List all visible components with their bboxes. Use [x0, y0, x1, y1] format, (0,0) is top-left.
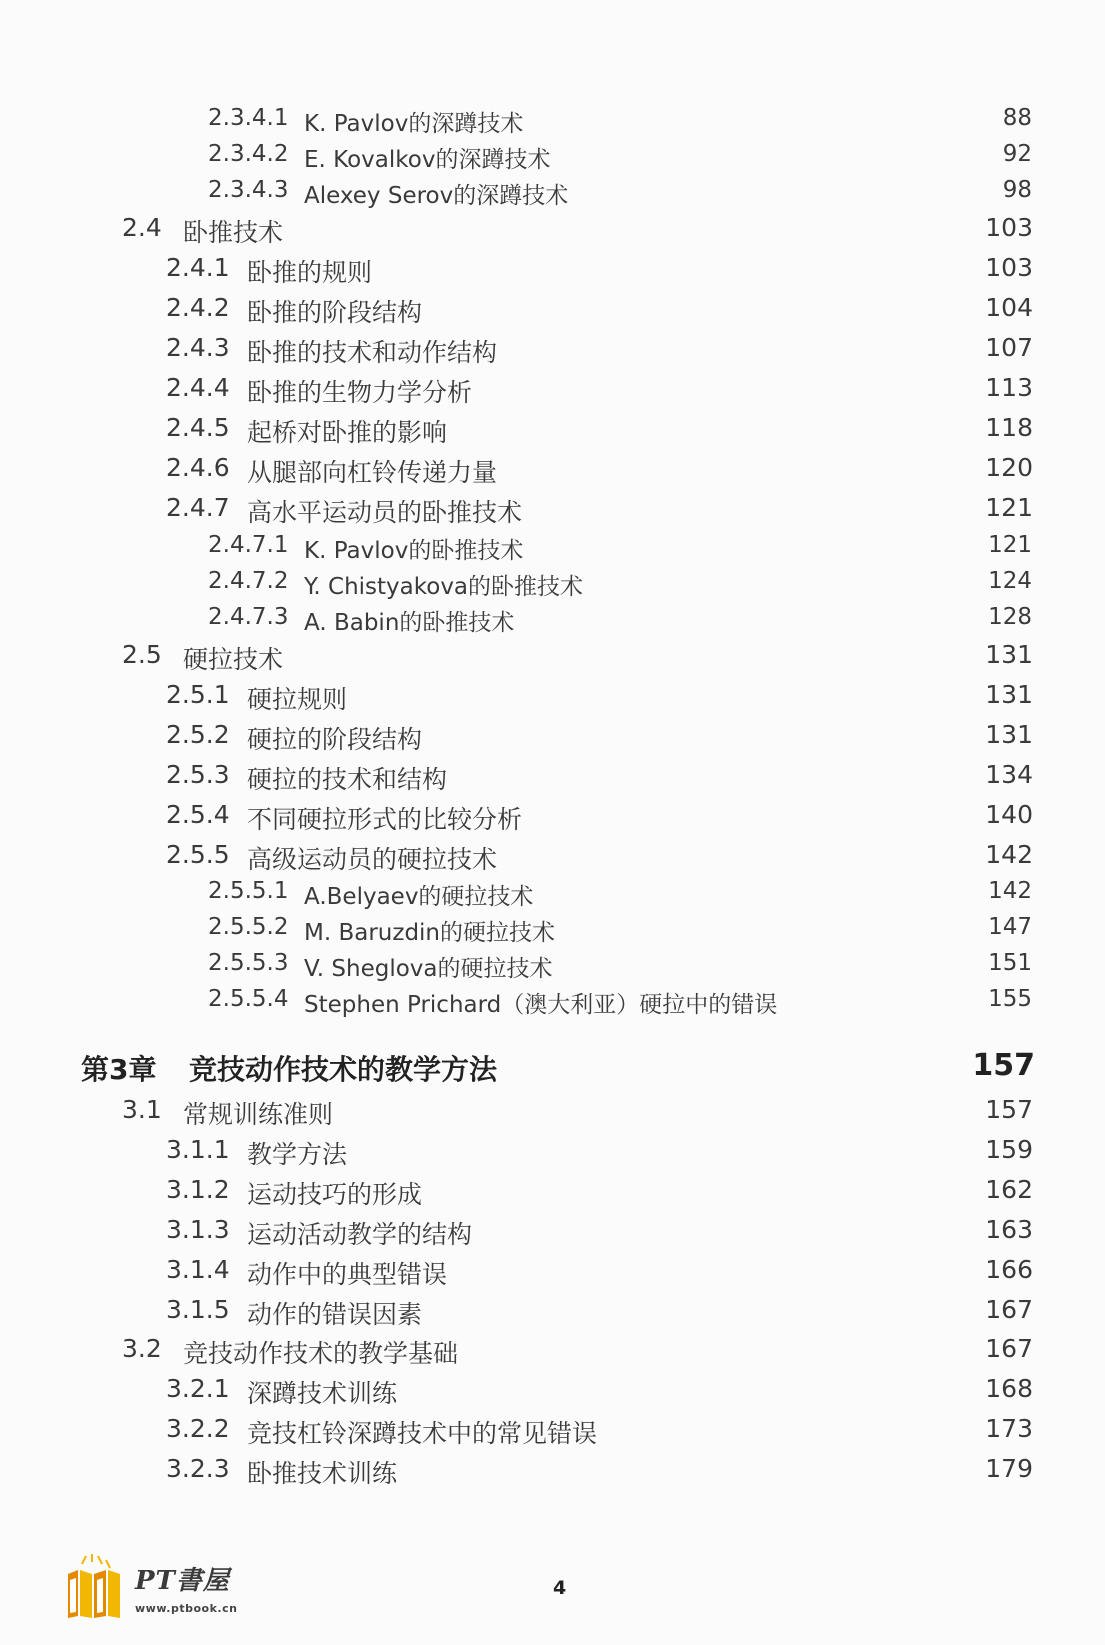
toc-title: 深蹲技术训练 — [247, 1379, 398, 1408]
toc-page-number: 151 — [988, 950, 1032, 976]
toc-page-number: 147 — [988, 914, 1032, 940]
toc-title: 卧推技术训练 — [247, 1459, 398, 1488]
toc-number: 3.1.3 — [166, 1215, 230, 1244]
toc-number: 3.2.2 — [166, 1414, 230, 1443]
toc-number: 2.5.5.3 — [208, 950, 289, 976]
toc-title: 卧推的阶段结构 — [247, 298, 423, 327]
toc-number: 2.5.5 — [166, 840, 230, 869]
toc-title: Alexey Serov的深蹲技术 — [304, 183, 569, 209]
toc-row — [0, 680, 1105, 720]
toc-row — [0, 604, 1105, 644]
toc-number: 2.4.4 — [166, 373, 230, 402]
toc-row — [0, 453, 1105, 493]
toc-number: 2.5.1 — [166, 680, 230, 709]
toc-page-number: 92 — [1002, 141, 1032, 167]
toc-row — [0, 1135, 1105, 1175]
toc-number: 2.4.7.3 — [208, 604, 289, 630]
toc-number: 2.4.7 — [166, 493, 230, 522]
toc-row — [0, 760, 1105, 800]
toc-row — [0, 493, 1105, 533]
toc-number: 2.3.4.1 — [208, 105, 289, 131]
toc-title: A.Belyaev的硬拉技术 — [304, 884, 534, 910]
toc-page-number: 167 — [985, 1334, 1033, 1363]
toc-page-number: 121 — [988, 532, 1032, 558]
toc-page-number: 113 — [985, 373, 1033, 402]
toc-title: 卧推技术 — [183, 218, 284, 247]
toc-number: 2.4.5 — [166, 413, 230, 442]
toc-title: K. Pavlov的卧推技术 — [304, 538, 524, 564]
toc-title: 教学方法 — [247, 1140, 348, 1169]
toc-title: 不同硬拉形式的比较分析 — [247, 805, 523, 834]
toc-row — [0, 1454, 1105, 1494]
toc-page-number: 173 — [985, 1414, 1033, 1443]
toc-number: 3.2 — [122, 1334, 162, 1363]
toc-title: 竞技杠铃深蹲技术中的常见错误 — [247, 1419, 598, 1448]
toc-number: 2.5.5.4 — [208, 986, 289, 1012]
toc-page-number: 167 — [985, 1295, 1033, 1324]
toc-row — [0, 1414, 1105, 1454]
toc-page-number: 179 — [985, 1454, 1033, 1483]
toc-title: A. Babin的卧推技术 — [304, 610, 515, 636]
logo-url: www.ptbook.cn — [135, 1602, 238, 1615]
toc-row — [0, 720, 1105, 760]
toc-number: 2.3.4.2 — [208, 141, 289, 167]
toc-row — [0, 1175, 1105, 1215]
toc-row — [0, 293, 1105, 333]
toc-number: 3.1.1 — [166, 1135, 230, 1164]
toc-title: 高级运动员的硬拉技术 — [247, 845, 498, 874]
toc-page-number: 142 — [985, 840, 1033, 869]
toc-title: E. Kovalkov的深蹲技术 — [304, 147, 551, 173]
toc-page-number: 155 — [988, 986, 1032, 1012]
toc-number: 2.5.3 — [166, 760, 230, 789]
toc-number: 2.5 — [122, 640, 162, 669]
toc-title: Stephen Prichard（澳大利亚）硬拉中的错误 — [304, 992, 778, 1018]
toc-row — [0, 532, 1105, 572]
toc-title: 运动活动教学的结构 — [247, 1220, 473, 1249]
toc-row — [0, 213, 1105, 253]
toc-page-number: 134 — [985, 760, 1033, 789]
toc-page-number: 107 — [985, 333, 1033, 362]
toc-page-number: 159 — [985, 1135, 1033, 1164]
toc-row — [0, 253, 1105, 293]
toc-row — [0, 1334, 1105, 1374]
toc-page-number: 121 — [985, 493, 1033, 522]
toc-number: 2.4.6 — [166, 453, 230, 482]
toc-row — [0, 413, 1105, 453]
toc-page-number: 118 — [985, 413, 1033, 442]
toc-title: 动作的错误因素 — [247, 1300, 423, 1329]
toc-title: 硬拉技术 — [183, 645, 284, 674]
toc-page-number: 131 — [985, 640, 1033, 669]
toc-page-number: 142 — [988, 878, 1032, 904]
toc-title: 卧推的生物力学分析 — [247, 378, 473, 407]
toc-number: 第3章 — [81, 1053, 157, 1086]
toc-row — [0, 950, 1105, 990]
toc-title: 硬拉的技术和结构 — [247, 765, 448, 794]
toc-row — [0, 840, 1105, 880]
toc-title: 硬拉的阶段结构 — [247, 725, 423, 754]
toc-number: 3.1.4 — [166, 1255, 230, 1284]
toc-number: 3.1.5 — [166, 1295, 230, 1324]
toc-number: 2.5.4 — [166, 800, 230, 829]
toc-title: V. Sheglova的硬拉技术 — [304, 956, 553, 982]
toc-title: 硬拉规则 — [247, 685, 348, 714]
toc-row — [0, 177, 1105, 217]
toc-row — [0, 141, 1105, 181]
toc-number: 2.5.5.1 — [208, 878, 289, 904]
toc-row — [0, 1255, 1105, 1295]
toc-page-number: 157 — [985, 1095, 1033, 1124]
toc-page-number: 157 — [972, 1048, 1035, 1083]
toc-page-number: 131 — [985, 720, 1033, 749]
toc-page-number: 163 — [985, 1215, 1033, 1244]
toc-title: 动作中的典型错误 — [247, 1260, 448, 1289]
toc-title: M. Baruzdin的硬拉技术 — [304, 920, 556, 946]
toc-title: 从腿部向杠铃传递力量 — [247, 458, 498, 487]
logo-text: PT書屋 — [135, 1566, 230, 1596]
toc-page-number: 162 — [985, 1175, 1033, 1204]
toc-page-number: 120 — [985, 453, 1033, 482]
toc-row — [0, 1215, 1105, 1255]
toc-row — [0, 986, 1105, 1026]
toc-row — [0, 333, 1105, 373]
toc-title: 常规训练准则 — [183, 1100, 334, 1129]
toc-title: Y. Chistyakova的卧推技术 — [304, 574, 584, 600]
toc-number: 3.2.3 — [166, 1454, 230, 1483]
toc-page-number: 128 — [988, 604, 1032, 630]
toc-row — [0, 1295, 1105, 1335]
toc-number: 2.4.7.2 — [208, 568, 289, 594]
toc-number: 2.5.2 — [166, 720, 230, 749]
toc-chapter-row — [0, 1048, 1105, 1088]
toc-row — [0, 914, 1105, 954]
toc-page-number: 103 — [985, 253, 1033, 282]
toc-page-number: 168 — [985, 1374, 1033, 1403]
toc-number: 2.4.7.1 — [208, 532, 289, 558]
toc-page-number: 140 — [985, 800, 1033, 829]
toc-row — [0, 800, 1105, 840]
toc-number: 2.5.5.2 — [208, 914, 289, 940]
toc-row — [0, 1374, 1105, 1414]
toc-row — [0, 640, 1105, 680]
page-number: 4 — [553, 1577, 567, 1599]
toc-page-number: 104 — [985, 293, 1033, 322]
toc-number: 3.1 — [122, 1095, 162, 1124]
toc-row — [0, 1095, 1105, 1135]
toc-number: 2.4 — [122, 213, 162, 242]
toc-number: 2.4.3 — [166, 333, 230, 362]
toc-row — [0, 878, 1105, 918]
toc-title: 竞技动作技术的教学基础 — [183, 1339, 459, 1368]
toc-title: 卧推的技术和动作结构 — [247, 338, 498, 367]
toc-page-number: 131 — [985, 680, 1033, 709]
toc-title: 起桥对卧推的影响 — [247, 418, 448, 447]
toc-number: 2.4.2 — [166, 293, 230, 322]
toc-page-number: 88 — [1002, 105, 1032, 131]
toc-number: 3.2.1 — [166, 1374, 230, 1403]
toc-page-number: 124 — [988, 568, 1032, 594]
toc-number: 3.1.2 — [166, 1175, 230, 1204]
toc-title: 卧推的规则 — [247, 258, 373, 287]
toc-row — [0, 105, 1105, 145]
toc-page-number: 103 — [985, 213, 1033, 242]
toc-page-number: 98 — [1002, 177, 1032, 203]
toc-title: 高水平运动员的卧推技术 — [247, 498, 523, 527]
toc-number: 2.3.4.3 — [208, 177, 289, 203]
toc-title: K. Pavlov的深蹲技术 — [304, 111, 524, 137]
toc-row — [0, 373, 1105, 413]
toc-row — [0, 568, 1105, 608]
toc-page-number: 166 — [985, 1255, 1033, 1284]
toc-title: 竞技动作技术的教学方法 — [189, 1053, 498, 1086]
toc-number: 2.4.1 — [166, 253, 230, 282]
toc-title: 运动技巧的形成 — [247, 1180, 423, 1209]
